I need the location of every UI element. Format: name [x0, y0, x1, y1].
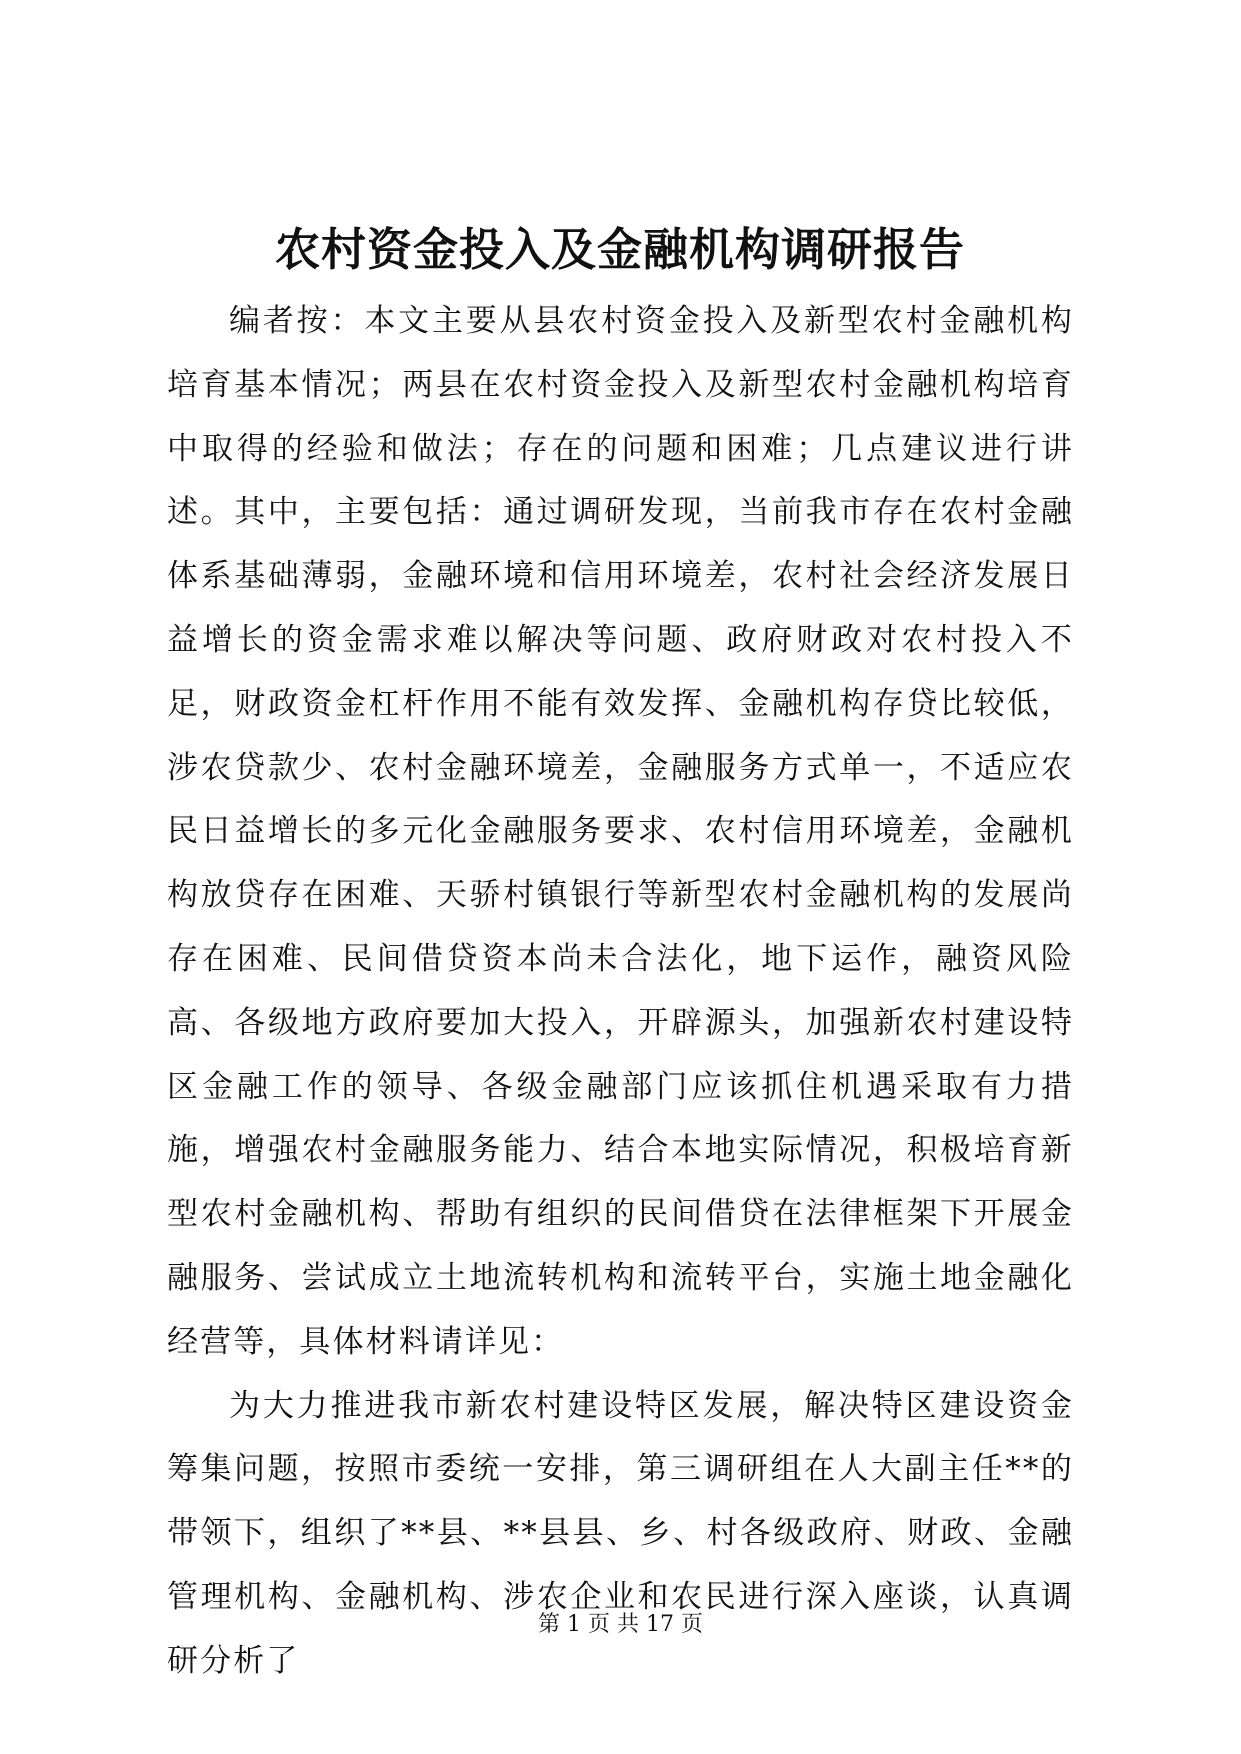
- body-paragraph: 为大力推进我市新农村建设特区发展，解决特区建设资金筹集问题，按照市委统一安排，第三调研组在人大副主任**的带领下，组织了**县、**县县、乡、村各级政府、财政、金融管理机构、金融机构、涉农企业和农民进行深入座谈，认真调研分析了: [167, 1387, 1075, 1679]
- document-body: [167, 290, 1074, 1694]
- page-number-footer: 第 1 页 共 17 页: [538, 1612, 703, 1637]
- editor-note-paragraph: 编者按：本文主要从县农村资金投入及新型农村金融机构培育基本情况；两县在农村资金投入及新型农村金融机构培育中取得的经验和做法；存在的问题和困难；几点建议进行讲述。其中，主要包括：通过调研发现，当前我市存在农村金融体系基础薄弱，金融环境和信用环境差，农村社会经济发展日益增长的资金需求难以解决等问题、政府财政对农村投入不足，财政资金杠杆作用不能有效发挥、金融机构存贷比较低，涉农贷款少、农村金融环境差，金融服务方式单一，不适应农民日益增长的多元化金融服务要求、农村信用环境差，金融机构放贷存在困难、天骄村镇银行等新型农村金融机构的发展尚存在困难、民间借贷资本尚未合法化，地下运作，融资风险高、各级地方政府要加大投入，开辟源头，加强新农村建设特区金融工作的领导、各级金融部门应该抓住机遇采取有力措施，增强农村金融服务能力、结合本地实际情况，积极培育新型农村金融机构、帮助有组织的民间借贷在法律框架下开展金融服务、尝试成立土地流转机构和流转平台，实施土地金融化经营等，具体材料请详见：: [167, 303, 1074, 1360]
- document-title: 农村资金投入及金融机构调研报告: [274, 223, 965, 276]
